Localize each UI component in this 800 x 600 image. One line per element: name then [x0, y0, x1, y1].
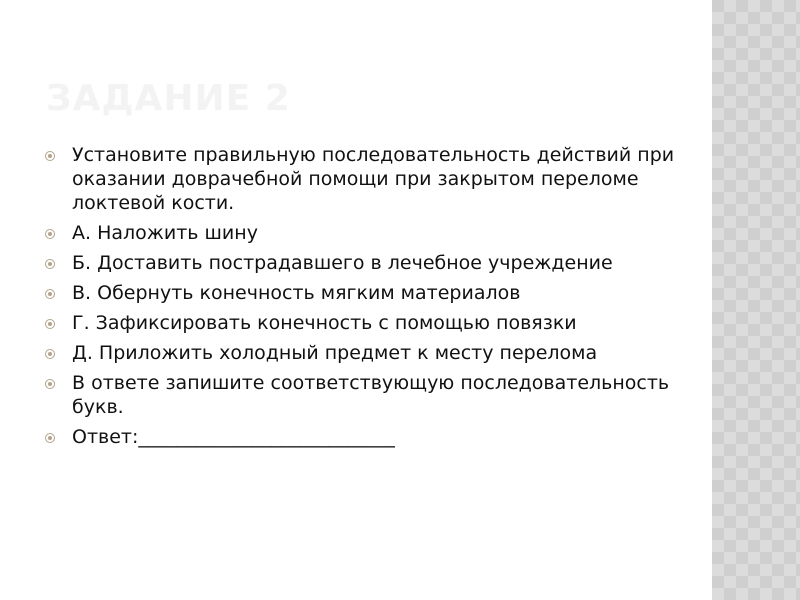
bullet-icon [45, 319, 55, 329]
bullet-item-answer-instruction [42, 371, 682, 419]
bullet-list [42, 143, 682, 455]
bullet-text: В ответе запишите соответствующую последовательность букв. [72, 372, 670, 418]
bullet-item-v [42, 281, 682, 305]
side-pattern-decoration [712, 0, 800, 600]
bullet-text: Установите правильную последовательность действий при оказании доврачебной помощи при закрытом переломе локтевой кости. [72, 144, 675, 214]
bullet-text: Г. Зафиксировать конечность с помощью повязки [72, 312, 577, 334]
bullet-item-a [42, 221, 682, 245]
answer-line: Ответ:___________________________ [72, 426, 395, 448]
bullet-icon [45, 289, 55, 299]
bullet-text: В. Обернуть конечность мягким материалов [72, 282, 521, 304]
bullet-icon [45, 379, 55, 389]
bullet-icon [45, 259, 55, 269]
slide-title: ЗАДАНИЕ 2 [46, 78, 291, 119]
bullet-item-answer [42, 425, 682, 449]
bullet-icon [45, 433, 55, 443]
bullet-icon [45, 349, 55, 359]
bullet-text: А. Наложить шину [72, 222, 258, 244]
bullet-item-b [42, 251, 682, 275]
bullet-icon [45, 229, 55, 239]
bullet-text: Б. Доставить пострадавшего в лечебное учреждение [72, 252, 613, 274]
bullet-item-instruction [42, 143, 682, 215]
bullet-text: Д. Приложить холодный предмет к месту перелома [72, 342, 598, 364]
bullet-item-d [42, 341, 682, 365]
bullet-item-g [42, 311, 682, 335]
bullet-icon [45, 151, 55, 161]
